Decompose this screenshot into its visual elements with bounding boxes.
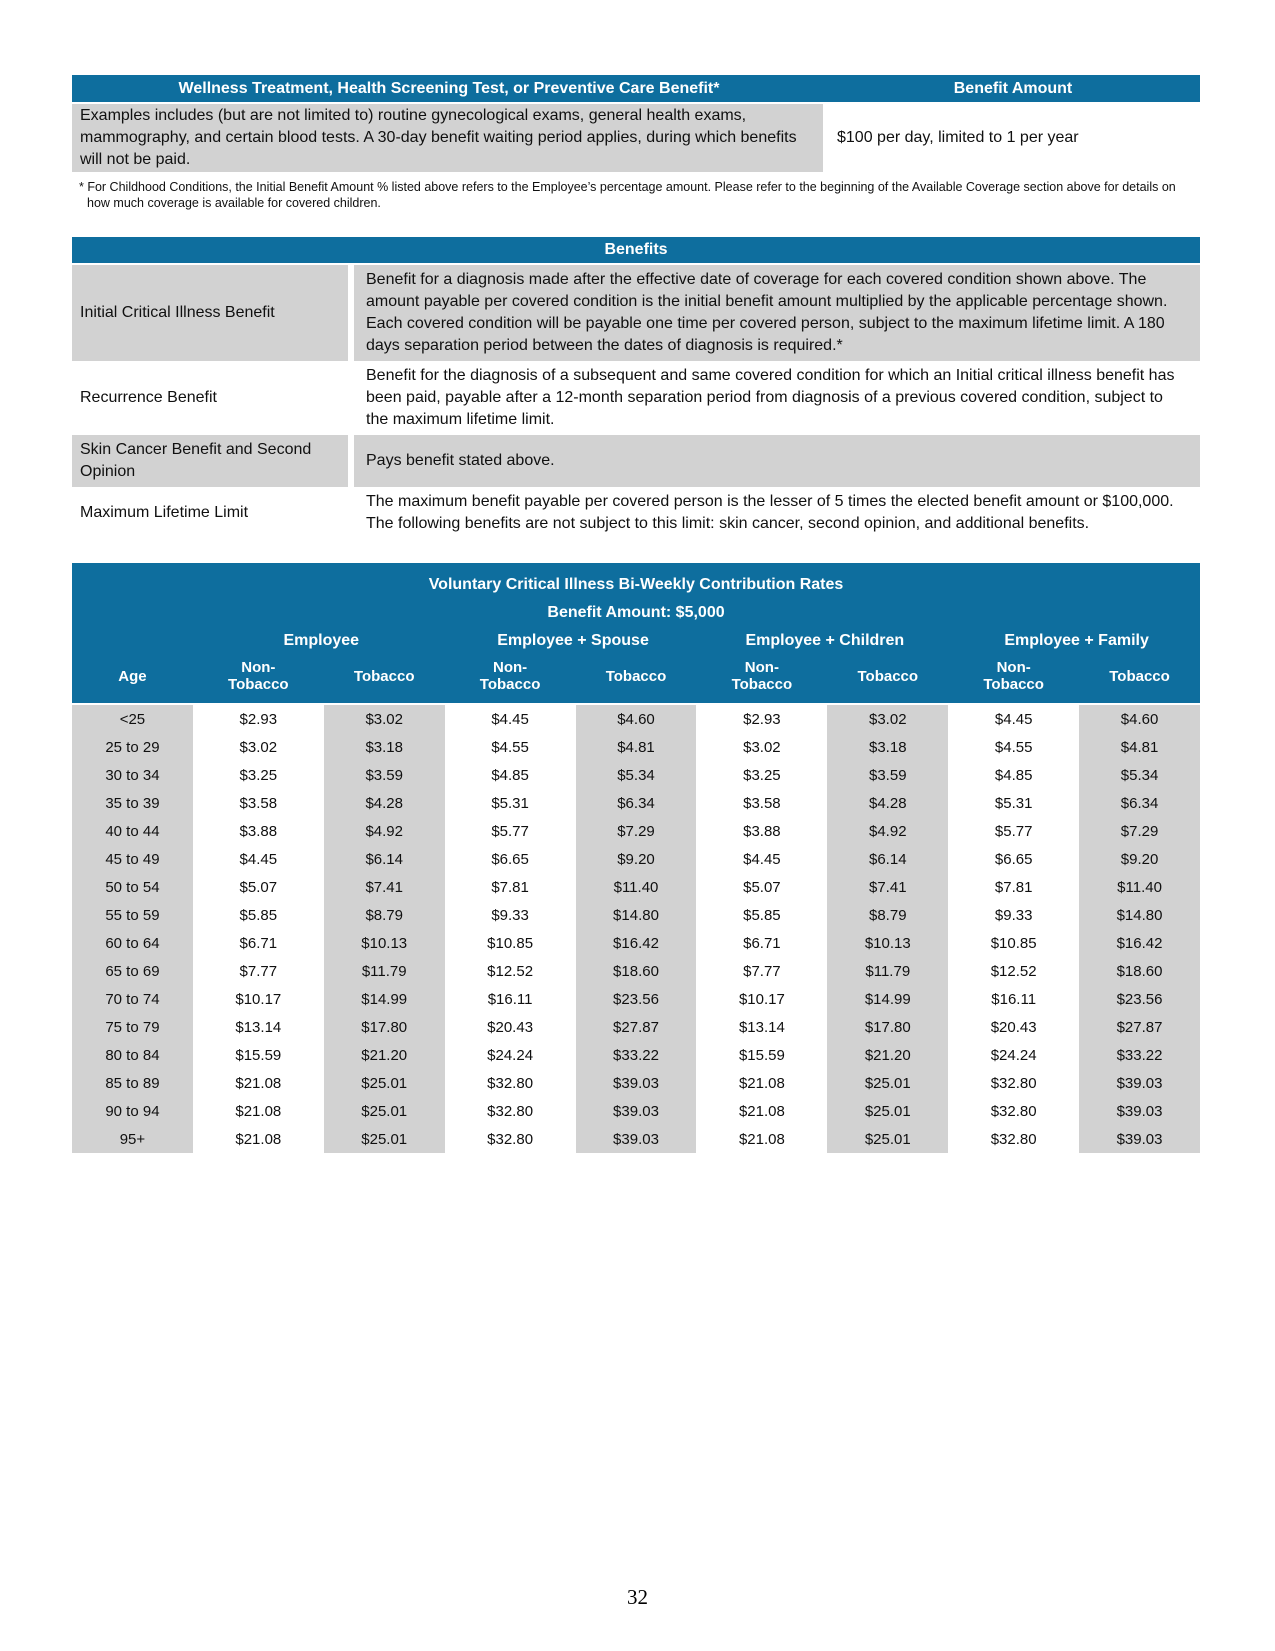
rate-cell: $16.11: [450, 985, 571, 1013]
page-number: 32: [627, 1585, 648, 1609]
benefit-row: [72, 361, 1200, 435]
rate-row: [72, 705, 1200, 733]
rate-cell: $20.43: [450, 1013, 571, 1041]
rate-row: [72, 985, 1200, 1013]
rate-cell: $5.85: [198, 901, 319, 929]
benefits-table-header: [72, 237, 1200, 263]
rate-row: [72, 873, 1200, 901]
group-header-employee-spouse: Employee + Spouse: [497, 632, 649, 649]
rate-row: [72, 957, 1200, 985]
column-header-tobacco: Tobacco: [605, 667, 667, 685]
rates-table-header: [72, 563, 1200, 703]
rates-column-header-row: [72, 655, 1200, 703]
rate-cell: $39.03: [1079, 1125, 1200, 1153]
rate-cell: $14.99: [827, 985, 948, 1013]
benefit-row: [72, 487, 1200, 539]
rate-cell: $3.59: [827, 761, 948, 789]
rate-cell: $9.33: [450, 901, 571, 929]
column-header-tobacco: Tobacco: [353, 667, 415, 685]
rates-table-title: Voluntary Critical Illness Bi-Weekly Contribution Rates: [428, 576, 844, 593]
document-page: [72, 75, 1200, 1153]
rate-cell: $18.60: [1079, 957, 1200, 985]
rate-cell: $32.80: [953, 1097, 1074, 1125]
rate-row: [72, 929, 1200, 957]
benefit-description: Benefit for the diagnosis of a subsequent and same covered condition for which an Initial critical illness benefit has been paid, payable after a 12-month separation period from diagnosis of a previous covered condition, subject to the maximum lifetime limit.: [354, 361, 1200, 435]
rate-cell: $32.80: [953, 1125, 1074, 1153]
rate-cell: $13.14: [701, 1013, 822, 1041]
rate-cell: $27.87: [1079, 1013, 1200, 1041]
rate-cell: $21.08: [701, 1125, 822, 1153]
rate-cell: $39.03: [576, 1097, 697, 1125]
rate-cell: $6.34: [1079, 789, 1200, 817]
rate-cell: $5.77: [450, 817, 571, 845]
rate-cell: $4.92: [827, 817, 948, 845]
rate-cell: $5.31: [953, 789, 1074, 817]
rate-cell: $21.20: [324, 1041, 445, 1069]
rate-cell: $5.77: [953, 817, 1074, 845]
rate-cell: $2.93: [701, 705, 822, 733]
rate-cell: $3.02: [324, 705, 445, 733]
rate-cell: $21.08: [198, 1125, 319, 1153]
rate-cell: $32.80: [450, 1069, 571, 1097]
rate-row: [72, 1097, 1200, 1125]
age-cell: <25: [72, 705, 193, 733]
rate-cell: $14.80: [1079, 901, 1200, 929]
rate-cell: $39.03: [1079, 1069, 1200, 1097]
rate-row: [72, 761, 1200, 789]
rate-cell: $2.93: [198, 705, 319, 733]
rate-cell: $4.85: [953, 761, 1074, 789]
rate-cell: $5.07: [701, 873, 822, 901]
rate-cell: $10.85: [953, 929, 1074, 957]
rate-cell: $4.60: [1079, 705, 1200, 733]
rate-cell: $33.22: [576, 1041, 697, 1069]
age-cell: 75 to 79: [72, 1013, 193, 1041]
rate-cell: $5.07: [198, 873, 319, 901]
group-header-employee-children: Employee + Children: [745, 632, 905, 649]
column-header-non-tobacco: Non-Tobacco: [479, 659, 541, 693]
wellness-benefit-description: Examples includes (but are not limited to) routine gynecological exams, general health exams, mammography, and certain blood tests. A 30-day benefit waiting period applies, during which benefits will not be paid.: [72, 104, 823, 172]
column-header-non-tobacco: Non-Tobacco: [228, 659, 289, 693]
rate-cell: $12.52: [450, 957, 571, 985]
rate-cell: $10.17: [198, 985, 319, 1013]
rate-cell: $3.18: [827, 733, 948, 761]
rate-cell: $3.02: [198, 733, 319, 761]
rate-cell: $5.34: [576, 761, 697, 789]
rate-cell: $23.56: [576, 985, 697, 1013]
column-header-tobacco: Tobacco: [1109, 667, 1170, 685]
group-header-employee: Employee: [283, 632, 360, 649]
rate-cell: $10.13: [324, 929, 445, 957]
rate-cell: $3.58: [198, 789, 319, 817]
rate-cell: $39.03: [576, 1069, 697, 1097]
rate-cell: $7.41: [324, 873, 445, 901]
benefit-description: Pays benefit stated above.: [354, 435, 1200, 487]
rate-cell: $11.40: [576, 873, 697, 901]
rate-cell: $4.81: [576, 733, 697, 761]
rate-cell: $5.34: [1079, 761, 1200, 789]
rate-cell: $7.77: [198, 957, 319, 985]
rate-cell: $7.81: [953, 873, 1074, 901]
rate-cell: $3.88: [701, 817, 822, 845]
rates-table: [72, 563, 1200, 1153]
rate-cell: $25.01: [827, 1097, 948, 1125]
rate-cell: $6.65: [953, 845, 1074, 873]
rate-cell: $21.20: [827, 1041, 948, 1069]
wellness-table-body: [72, 104, 1200, 172]
rate-cell: $4.28: [324, 789, 445, 817]
column-header-age: Age: [118, 667, 147, 685]
rate-cell: $39.03: [1079, 1097, 1200, 1125]
rate-row: [72, 733, 1200, 761]
benefits-table-body: [72, 265, 1200, 539]
group-header-employee-family: Employee + Family: [1004, 632, 1149, 649]
age-cell: 35 to 39: [72, 789, 193, 817]
age-cell: 25 to 29: [72, 733, 193, 761]
benefit-description: Benefit for a diagnosis made after the effective date of coverage for each covered condition shown above. The amount payable per covered condition is the initial benefit amount multiplied by the applicable percentage shown. Each covered condition will be payable one time per covered person, subject to the maximum lifetime limit. A 180 days separation period between the dates of diagnosis is required.*: [354, 265, 1200, 361]
benefits-table-title: Benefits: [604, 241, 668, 258]
rate-cell: $5.31: [450, 789, 571, 817]
rate-cell: $8.79: [324, 901, 445, 929]
rate-cell: $23.56: [1079, 985, 1200, 1013]
rate-cell: $21.08: [198, 1097, 319, 1125]
rate-cell: $32.80: [953, 1069, 1074, 1097]
rate-cell: $25.01: [827, 1069, 948, 1097]
benefits-table: [72, 237, 1200, 539]
childhood-conditions-footnote: * For Childhood Conditions, the Initial Benefit Amount % listed above refers to the Employee’s percentage amount. Please refer to the beginning of the Available Coverage section above for details on how much coverage is available for covered children.: [79, 180, 1176, 210]
benefit-row: [72, 265, 1200, 361]
rate-cell: $6.71: [701, 929, 822, 957]
rate-cell: $3.25: [701, 761, 822, 789]
rate-cell: $12.52: [953, 957, 1074, 985]
rates-table-body: [72, 705, 1200, 1153]
benefit-name: Maximum Lifetime Limit: [72, 487, 348, 539]
rate-row: [72, 845, 1200, 873]
rate-cell: $6.14: [827, 845, 948, 873]
rate-cell: $20.43: [953, 1013, 1074, 1041]
wellness-header-amount-label: Benefit Amount: [953, 79, 1073, 97]
rate-row: [72, 1041, 1200, 1069]
rate-cell: $11.79: [324, 957, 445, 985]
age-cell: 60 to 64: [72, 929, 193, 957]
rate-cell: $7.77: [701, 957, 822, 985]
rates-group-header-row: [72, 627, 1200, 655]
rate-cell: $13.14: [198, 1013, 319, 1041]
rate-cell: $9.20: [1079, 845, 1200, 873]
rate-cell: $3.25: [198, 761, 319, 789]
age-cell: 55 to 59: [72, 901, 193, 929]
rate-cell: $4.92: [324, 817, 445, 845]
benefit-name: Skin Cancer Benefit and Second Opinion: [72, 435, 348, 487]
rate-cell: $6.34: [576, 789, 697, 817]
rate-cell: $7.29: [1079, 817, 1200, 845]
rate-cell: $15.59: [701, 1041, 822, 1069]
rate-cell: $18.60: [576, 957, 697, 985]
rate-cell: $21.08: [198, 1069, 319, 1097]
rate-cell: $10.17: [701, 985, 822, 1013]
rate-cell: $16.42: [1079, 929, 1200, 957]
rate-cell: $7.81: [450, 873, 571, 901]
rate-cell: $10.85: [450, 929, 571, 957]
rate-cell: $3.02: [827, 705, 948, 733]
rate-row: [72, 789, 1200, 817]
rate-cell: $16.42: [576, 929, 697, 957]
age-cell: 95+: [72, 1125, 193, 1153]
rate-cell: $6.65: [450, 845, 571, 873]
rate-cell: $16.11: [953, 985, 1074, 1013]
rate-cell: $11.40: [1079, 873, 1200, 901]
wellness-header-benefit-label: Wellness Treatment, Health Screening Test, or Preventive Care Benefit*: [178, 79, 720, 97]
wellness-benefit-table: [72, 75, 1200, 172]
column-header-non-tobacco: Non-Tobacco: [983, 659, 1044, 693]
rate-cell: $25.01: [324, 1097, 445, 1125]
rate-row: [72, 901, 1200, 929]
rate-cell: $17.80: [827, 1013, 948, 1041]
rate-cell: $11.79: [827, 957, 948, 985]
rate-row: [72, 1013, 1200, 1041]
age-cell: 40 to 44: [72, 817, 193, 845]
rate-cell: $39.03: [576, 1125, 697, 1153]
rate-row: [72, 817, 1200, 845]
age-cell: 50 to 54: [72, 873, 193, 901]
age-cell: 85 to 89: [72, 1069, 193, 1097]
rate-cell: $25.01: [324, 1125, 445, 1153]
rate-cell: $25.01: [827, 1125, 948, 1153]
rate-cell: $4.55: [450, 733, 571, 761]
rate-cell: $3.59: [324, 761, 445, 789]
rate-cell: $32.80: [450, 1125, 571, 1153]
rate-cell: $17.80: [324, 1013, 445, 1041]
rate-cell: $4.55: [953, 733, 1074, 761]
wellness-table-header: [72, 75, 1200, 102]
rate-cell: $6.14: [324, 845, 445, 873]
age-cell: 30 to 34: [72, 761, 193, 789]
rate-cell: $24.24: [450, 1041, 571, 1069]
age-cell: 45 to 49: [72, 845, 193, 873]
rate-cell: $5.85: [701, 901, 822, 929]
rate-cell: $4.60: [576, 705, 697, 733]
rate-cell: $3.88: [198, 817, 319, 845]
rate-cell: $4.45: [450, 705, 571, 733]
benefit-description: The maximum benefit payable per covered person is the lesser of 5 times the elected benefit amount or $100,000. The following benefits are not subject to this limit: skin cancer, second opinion, and additional benefits.: [354, 487, 1200, 539]
rate-cell: $10.13: [827, 929, 948, 957]
rate-cell: $6.71: [198, 929, 319, 957]
rate-cell: $4.28: [827, 789, 948, 817]
benefit-name: Initial Critical Illness Benefit: [72, 265, 348, 361]
rate-row: [72, 1069, 1200, 1097]
rate-cell: $14.99: [324, 985, 445, 1013]
rate-cell: $27.87: [576, 1013, 697, 1041]
benefit-name: Recurrence Benefit: [72, 361, 348, 435]
age-cell: 80 to 84: [72, 1041, 193, 1069]
rate-cell: $4.45: [953, 705, 1074, 733]
rate-row: [72, 1125, 1200, 1153]
rates-table-subtitle: Benefit Amount: $5,000: [547, 604, 725, 621]
wellness-benefit-amount: $100 per day, limited to 1 per year: [829, 104, 1200, 172]
rate-cell: $3.58: [701, 789, 822, 817]
rate-cell: $4.85: [450, 761, 571, 789]
rate-cell: $14.80: [576, 901, 697, 929]
rate-cell: $7.41: [827, 873, 948, 901]
rate-cell: $3.02: [701, 733, 822, 761]
rate-cell: $33.22: [1079, 1041, 1200, 1069]
rate-cell: $4.81: [1079, 733, 1200, 761]
age-cell: 65 to 69: [72, 957, 193, 985]
benefit-row: [72, 435, 1200, 487]
rate-cell: $21.08: [701, 1097, 822, 1125]
column-header-tobacco: Tobacco: [857, 667, 919, 685]
age-cell: 70 to 74: [72, 985, 193, 1013]
rate-cell: $24.24: [953, 1041, 1074, 1069]
rate-cell: $9.33: [953, 901, 1074, 929]
rate-cell: $4.45: [701, 845, 822, 873]
rate-cell: $4.45: [198, 845, 319, 873]
column-header-non-tobacco: Non-Tobacco: [731, 659, 793, 693]
rate-cell: $7.29: [576, 817, 697, 845]
rate-cell: $21.08: [701, 1069, 822, 1097]
rate-cell: $9.20: [576, 845, 697, 873]
rate-cell: $15.59: [198, 1041, 319, 1069]
rate-cell: $8.79: [827, 901, 948, 929]
rate-cell: $25.01: [324, 1069, 445, 1097]
rate-cell: $32.80: [450, 1097, 571, 1125]
age-cell: 90 to 94: [72, 1097, 193, 1125]
rate-cell: $3.18: [324, 733, 445, 761]
